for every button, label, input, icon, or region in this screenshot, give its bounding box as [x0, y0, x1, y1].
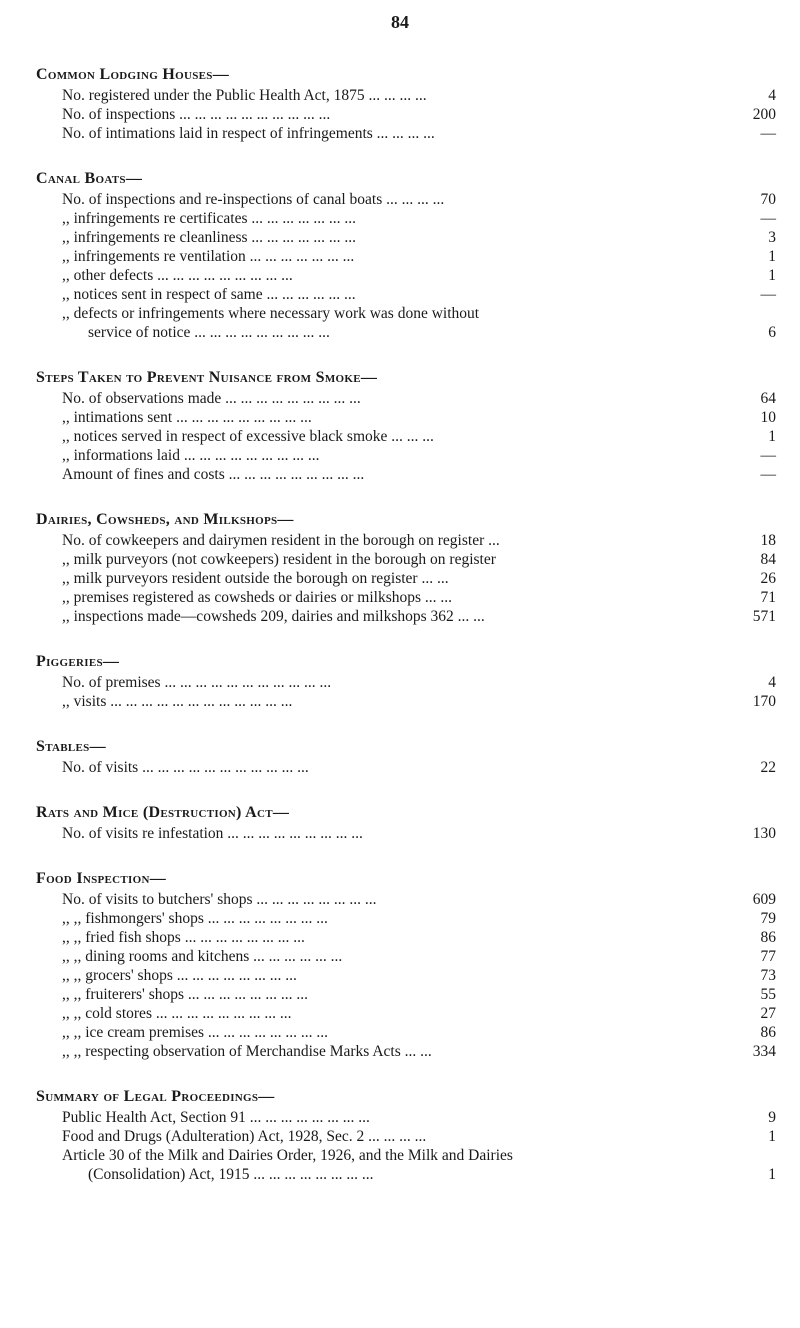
- row-label: ,, milk purveyors (not cowkeepers) resident in the borough on register: [62, 551, 496, 568]
- row-value: 3: [768, 229, 776, 246]
- row-value: —: [760, 125, 776, 142]
- row-value: 22: [760, 759, 776, 776]
- row-label: ,, infringements re cleanliness ... ... ... ... ... ... ...: [62, 229, 357, 246]
- row-label: ,, notices sent in respect of same ... ... ... ... ... ...: [62, 286, 356, 303]
- row-value: 10: [760, 409, 776, 426]
- table-row: [36, 758, 776, 777]
- row-value: —: [760, 210, 776, 227]
- row-label: ,, ,, cold stores ... ... ... ... ... ... ... ... ...: [62, 1005, 292, 1022]
- row-label: ,, other defects ... ... ... ... ... ... ... ... ...: [62, 267, 293, 284]
- row-value: 6: [768, 324, 776, 341]
- table-row: [36, 692, 776, 711]
- row-value: 571: [752, 608, 776, 625]
- table-row: [36, 1042, 776, 1061]
- row-value: 170: [752, 693, 776, 710]
- section-smoke-nuisance: [36, 367, 776, 484]
- table-row: [36, 824, 776, 843]
- row-value: 86: [760, 1024, 776, 1041]
- section-common-lodging-houses: [36, 64, 776, 143]
- row-label: No. of visits re infestation ... ... ... ... ... ... ... ... ...: [62, 825, 363, 842]
- row-label: No. of cowkeepers and dairymen resident in the borough on register ...: [62, 532, 500, 549]
- row-label: service of notice ... ... ... ... ... ... ... ... ...: [88, 324, 330, 341]
- section-spacer: [0, 843, 800, 868]
- row-label: No. of premises ... ... ... ... ... ... ... ... ... ... ...: [62, 674, 332, 691]
- section-canal-boats: [36, 168, 776, 342]
- row-label: ,, notices served in respect of excessive black smoke ... ... ...: [62, 428, 434, 445]
- page-number: 84: [391, 12, 409, 32]
- row-value: 1: [768, 248, 776, 265]
- table-row: [36, 928, 776, 947]
- row-label: ,, ,, dining rooms and kitchens ... ... ... ... ... ...: [62, 948, 343, 965]
- row-label: ,, ,, grocers' shops ... ... ... ... ... ... ... ...: [62, 967, 297, 984]
- row-label: ,, intimations sent ... ... ... ... ... ... ... ... ...: [62, 409, 312, 426]
- table-row: [36, 569, 776, 588]
- table-row: [36, 323, 776, 342]
- row-value: 200: [752, 106, 776, 123]
- table-row: [36, 105, 776, 124]
- row-label: Public Health Act, Section 91 ... ... ... ... ... ... ... ...: [62, 1109, 370, 1126]
- table-row: [36, 465, 776, 484]
- row-label: (Consolidation) Act, 1915 ... ... ... ... ... ... ... ...: [88, 1166, 374, 1183]
- table-row: [36, 427, 776, 446]
- row-label: No. of visits to butchers' shops ... ... ... ... ... ... ... ...: [62, 891, 377, 908]
- section-spacer: [0, 626, 800, 651]
- table-row: [36, 247, 776, 266]
- section-heading: Food Inspection—: [36, 870, 167, 887]
- table-row: [36, 228, 776, 247]
- table-row: [36, 1127, 776, 1146]
- section-spacer: [0, 484, 800, 509]
- table-row: [36, 1146, 776, 1165]
- table-row: [36, 550, 776, 569]
- section-heading: Rats and Mice (Destruction) Act—: [36, 804, 290, 821]
- row-value: —: [760, 447, 776, 464]
- table-row: [36, 1004, 776, 1023]
- table-row: [36, 1108, 776, 1127]
- row-value: 1: [768, 1166, 776, 1183]
- row-label: ,, ,, fried fish shops ... ... ... ... ... ... ... ...: [62, 929, 305, 946]
- table-row: [36, 1023, 776, 1042]
- row-value: 1: [768, 1128, 776, 1145]
- table-row: [36, 588, 776, 607]
- row-label: No. of inspections and re-inspections of canal boats ... ... ... ...: [62, 191, 445, 208]
- row-label: ,, informations laid ... ... ... ... ... ... ... ... ...: [62, 447, 320, 464]
- table-row: [36, 909, 776, 928]
- section-rats-and-mice: [36, 802, 776, 843]
- section-piggeries: [36, 651, 776, 711]
- row-label: ,, ,, fishmongers' shops ... ... ... ... ... ... ... ...: [62, 910, 328, 927]
- table-row: [36, 209, 776, 228]
- row-value: 130: [752, 825, 776, 842]
- row-value: 9: [768, 1109, 776, 1126]
- row-label: ,, visits ... ... ... ... ... ... ... ... ... ... ... ...: [62, 693, 293, 710]
- table-row: [36, 86, 776, 105]
- table-row: [36, 673, 776, 692]
- row-value: 4: [768, 87, 776, 104]
- table-row: [36, 1165, 776, 1184]
- section-dairies-cowsheds-milkshops: [36, 509, 776, 626]
- row-label: ,, milk purveyors resident outside the borough on register ... ...: [62, 570, 449, 587]
- table-row: [36, 985, 776, 1004]
- table-row: [36, 389, 776, 408]
- row-value: 4: [768, 674, 776, 691]
- row-label: ,, ,, fruiterers' shops ... ... ... ... ... ... ... ...: [62, 986, 309, 1003]
- section-spacer: [0, 777, 800, 802]
- row-label: No. of visits ... ... ... ... ... ... ... ... ... ... ...: [62, 759, 309, 776]
- section-spacer: [0, 711, 800, 736]
- section-legal-proceedings-summary: [36, 1086, 776, 1184]
- row-label: Amount of fines and costs ... ... ... ... ... ... ... ... ...: [62, 466, 365, 483]
- table-row: [36, 947, 776, 966]
- row-value: 84: [760, 551, 776, 568]
- row-label: ,, ,, ice cream premises ... ... ... ... ... ... ... ...: [62, 1024, 329, 1041]
- row-label: ,, defects or infringements where necessary work was done without: [62, 305, 480, 322]
- table-row: [36, 531, 776, 550]
- table-row: [36, 190, 776, 209]
- section-heading: Dairies, Cowsheds, and Milkshops—: [36, 511, 294, 528]
- section-heading: Steps Taken to Prevent Nuisance from Smoke—: [36, 369, 378, 386]
- row-value: 27: [760, 1005, 776, 1022]
- section-heading: Common Lodging Houses—: [36, 66, 230, 83]
- section-heading: Piggeries—: [36, 653, 120, 670]
- table-row: [36, 890, 776, 909]
- row-label: No. registered under the Public Health Act, 1875 ... ... ... ...: [62, 87, 427, 104]
- row-label: ,, ,, respecting observation of Merchandise Marks Acts ... ...: [62, 1043, 432, 1060]
- row-label: Article 30 of the Milk and Dairies Order, 1926, and the Milk and Dairies: [62, 1147, 513, 1164]
- section-heading: Summary of Legal Proceedings—: [36, 1088, 275, 1105]
- section-spacer: [0, 342, 800, 367]
- row-value: 73: [760, 967, 776, 984]
- section-spacer: [0, 143, 800, 168]
- table-row: [36, 304, 776, 323]
- row-label: No. of inspections ... ... ... ... ... ... ... ... ... ...: [62, 106, 331, 123]
- table-row: [36, 124, 776, 143]
- table-row: [36, 408, 776, 427]
- row-value: —: [760, 286, 776, 303]
- row-value: 18: [760, 532, 776, 549]
- row-value: 609: [752, 891, 776, 908]
- table-row: [36, 446, 776, 465]
- row-label: No. of observations made ... ... ... ... ... ... ... ... ...: [62, 390, 361, 407]
- row-value: 77: [760, 948, 776, 965]
- row-value: 71: [760, 589, 776, 606]
- row-value: —: [760, 466, 776, 483]
- row-value: 1: [768, 428, 776, 445]
- table-row: [36, 607, 776, 626]
- row-value: 86: [760, 929, 776, 946]
- table-row: [36, 966, 776, 985]
- row-value: 26: [760, 570, 776, 587]
- row-label: ,, premises registered as cowsheds or dairies or milkshops ... ...: [62, 589, 453, 606]
- row-label: No. of intimations laid in respect of infringements ... ... ... ...: [62, 125, 435, 142]
- report-body: [0, 64, 800, 1184]
- row-label: ,, infringements re certificates ... ... ... ... ... ... ...: [62, 210, 356, 227]
- row-value: 55: [760, 986, 776, 1003]
- section-food-inspection: [36, 868, 776, 1061]
- table-row: [36, 285, 776, 304]
- section-spacer: [0, 1061, 800, 1086]
- table-row: [36, 266, 776, 285]
- row-value: 79: [760, 910, 776, 927]
- row-value: 64: [760, 390, 776, 407]
- row-value: 70: [760, 191, 776, 208]
- row-label: ,, inspections made—cowsheds 209, dairies and milkshops 362 ... ...: [62, 608, 485, 625]
- row-value: 1: [768, 267, 776, 284]
- section-heading: Canal Boats—: [36, 170, 143, 187]
- row-label: ,, infringements re ventilation ... ... ... ... ... ... ...: [62, 248, 355, 265]
- section-heading: Stables—: [36, 738, 106, 755]
- section-stables: [36, 736, 776, 777]
- row-label: Food and Drugs (Adulteration) Act, 1928, Sec. 2 ... ... ... ...: [62, 1128, 427, 1145]
- row-value: 334: [752, 1043, 776, 1060]
